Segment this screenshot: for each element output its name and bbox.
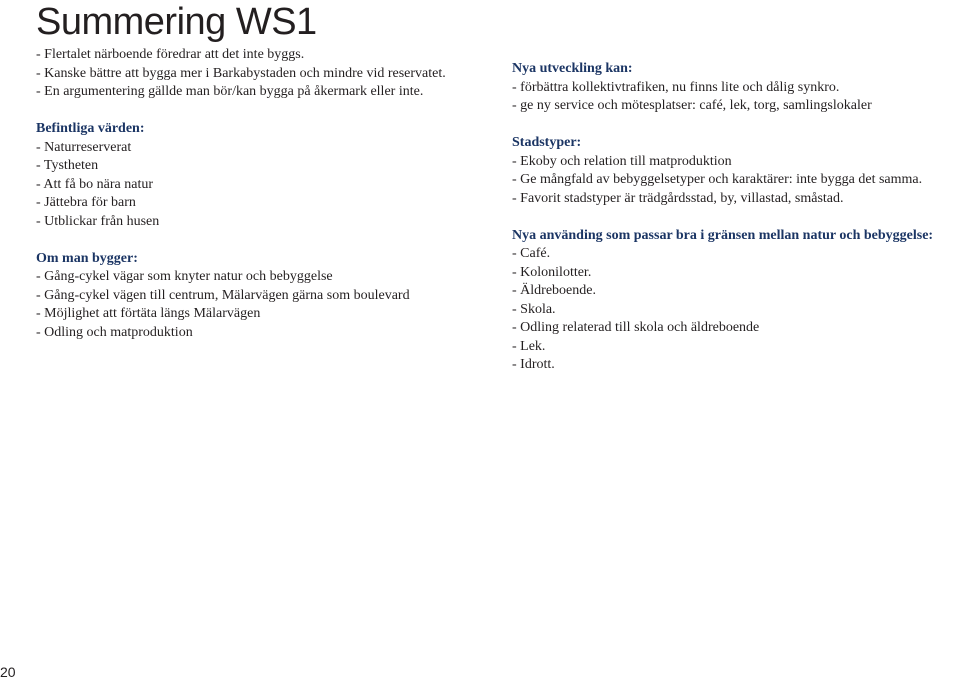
values-item: - Jättebra för barn [36,195,136,210]
values-heading: Befintliga värden: [36,121,145,136]
page-number: 20 [0,664,16,680]
page-title: Summering WS1 [36,1,317,43]
city-types-item: - Ge mångfald av bebyggelsetyper och karaktärer: inte bygga det samma. [512,172,923,187]
new-uses-item: - Skola. [512,301,556,317]
development-item: - ge ny service och mötesplatser: café, lek, torg, samlingslokaler [512,98,872,113]
new-uses-item: - Idrott. [512,357,555,372]
intro-line: - Kanske bättre att bygga mer i Barkabystaden och mindre vid reservatet. [36,65,446,81]
new-uses-item: - Kolonilotter. [512,264,592,280]
city-types-heading: Stadstyper: [512,135,582,150]
values-item: - Tystheten [36,158,99,173]
right-column [512,60,957,375]
values-item: - Att få bo nära natur [36,176,154,192]
development-item: - förbättra kollektivtrafiken, nu finns lite och dålig synkro. [512,79,840,95]
left-column [36,46,486,342]
new-uses-item: - Odling relaterad till skola och äldreboende [512,320,760,335]
build-item: - Gång-cykel vägen till centrum, Mälarvägen gärna som boulevard [36,287,410,303]
city-types-item: - Ekoby och relation till matproduktion [512,153,732,169]
new-uses-item: - Café. [512,246,551,261]
new-uses-heading: Nya använding som passar bra i gränsen mellan natur och bebyggelse: [512,227,934,243]
city-types-item: - Favorit stadstyper är trädgårdsstad, by, villastad, småstad. [512,190,844,206]
development-heading: Nya utveckling kan: [512,61,633,76]
intro-line: - Flertalet närboende föredrar att det inte byggs. [36,47,305,62]
values-item: - Naturreserverat [36,139,132,155]
build-item: - Gång-cykel vägar som knyter natur och bebyggelse [36,269,333,284]
values-item: - Utblickar från husen [36,213,160,229]
build-item: - Odling och matproduktion [36,324,193,340]
new-uses-item: - Lek. [512,338,546,354]
build-item: - Möjlighet att förtäta längs Mälarvägen [36,306,261,321]
new-uses-item: - Äldreboende. [512,283,596,298]
build-heading: Om man bygger: [36,250,138,266]
intro-line: - En argumentering gällde man bör/kan bygga på åkermark eller inte. [36,84,424,99]
